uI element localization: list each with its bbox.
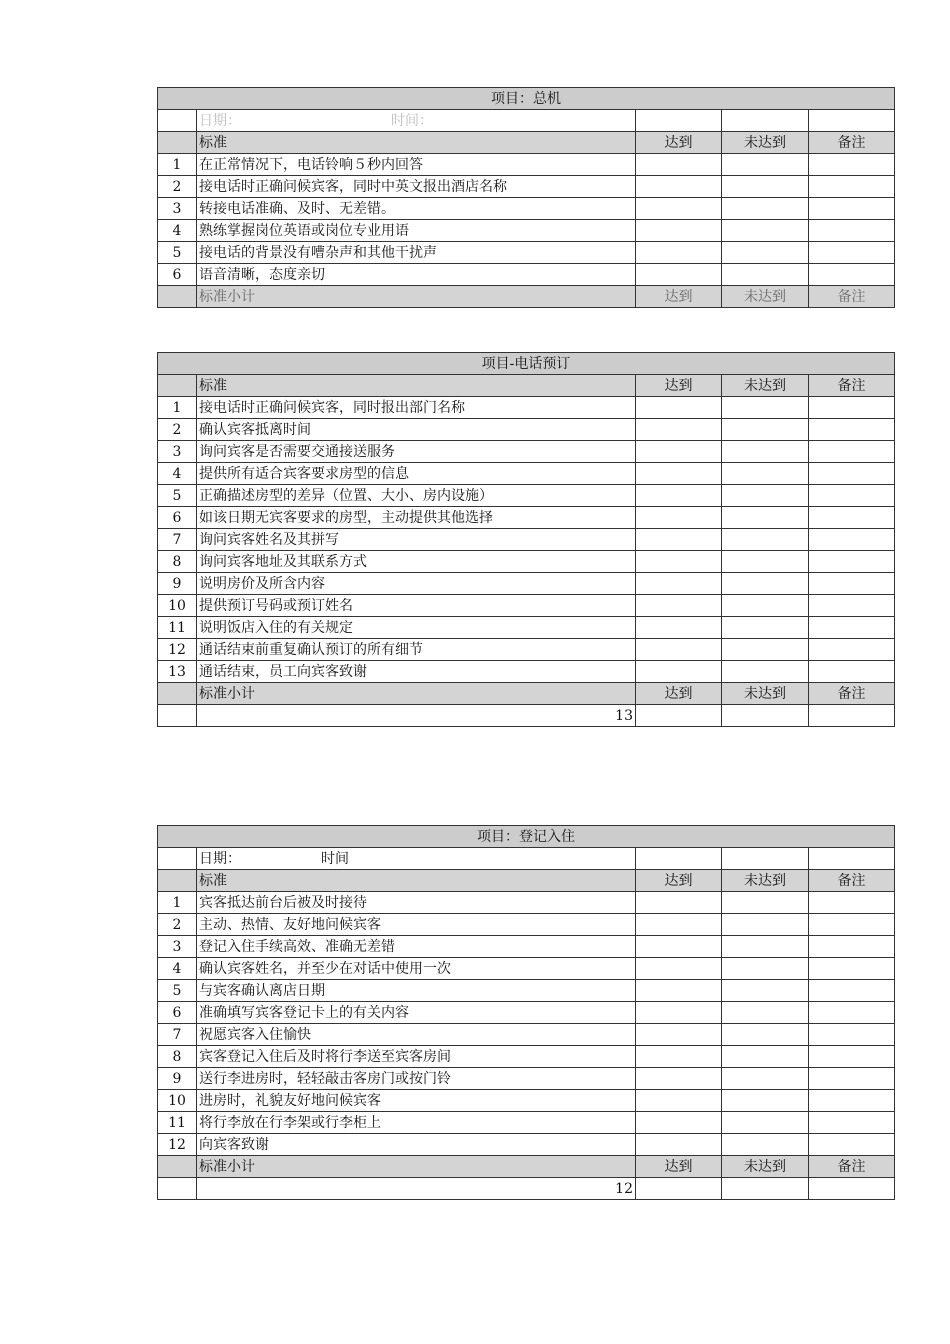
ok-cell[interactable] [636, 1134, 722, 1156]
note-cell[interactable] [809, 936, 895, 958]
item-count: 12 [197, 1178, 636, 1200]
table-row [158, 661, 895, 683]
item-number: 1 [158, 397, 197, 419]
item-text: 准确填写宾客登记卡上的有关内容 [197, 1002, 636, 1024]
note-cell[interactable] [809, 242, 895, 264]
subtotal-row [158, 1156, 895, 1178]
subtotal-ok: 达到 [636, 286, 722, 308]
subtotal-not-ok: 未达到 [722, 683, 809, 705]
ok-cell[interactable] [636, 264, 722, 286]
date-time-row [158, 848, 895, 870]
item-text: 询问宾客姓名及其拼写 [197, 529, 636, 551]
ok-cell[interactable] [636, 914, 722, 936]
header-row [158, 132, 895, 154]
item-number: 8 [158, 1046, 197, 1068]
table-row [158, 1002, 895, 1024]
ok-cell[interactable] [636, 419, 722, 441]
not-ok-cell[interactable] [722, 639, 809, 661]
table-row [158, 242, 895, 264]
not-ok-cell[interactable] [722, 1046, 809, 1068]
item-number: 8 [158, 551, 197, 573]
ok-cell[interactable] [636, 154, 722, 176]
item-number: 13 [158, 661, 197, 683]
note-cell[interactable] [809, 617, 895, 639]
note-cell[interactable] [809, 176, 895, 198]
header-not-ok: 未达到 [722, 375, 809, 397]
header-standard: 标准 [197, 132, 636, 154]
not-ok-cell[interactable] [722, 198, 809, 220]
table-row [158, 264, 895, 286]
header-note: 备注 [809, 132, 895, 154]
not-ok-cell[interactable] [722, 573, 809, 595]
item-text: 说明房价及所含内容 [197, 573, 636, 595]
header-row [158, 870, 895, 892]
item-number: 5 [158, 485, 197, 507]
note-cell[interactable] [809, 595, 895, 617]
not-ok-cell[interactable] [722, 1112, 809, 1134]
item-number: 4 [158, 220, 197, 242]
table-row [158, 419, 895, 441]
ok-cell[interactable] [636, 617, 722, 639]
note-cell[interactable] [809, 1046, 895, 1068]
ok-cell[interactable] [636, 441, 722, 463]
table-row [158, 936, 895, 958]
section-title-row [158, 826, 895, 848]
note-cell[interactable] [809, 1024, 895, 1046]
not-ok-cell[interactable] [722, 936, 809, 958]
item-text: 宾客抵达前台后被及时接待 [197, 892, 636, 914]
count-row [158, 1178, 895, 1200]
header-ok: 达到 [636, 132, 722, 154]
item-count: 13 [197, 705, 636, 727]
table-row [158, 958, 895, 980]
note-cell[interactable] [809, 1134, 895, 1156]
item-text: 接电话时正确问候宾客，同时中英文报出酒店名称 [197, 176, 636, 198]
table-row [158, 892, 895, 914]
table-row [158, 980, 895, 1002]
item-number: 11 [158, 1112, 197, 1134]
item-number: 6 [158, 1002, 197, 1024]
subtotal-note: 备注 [809, 1156, 895, 1178]
note-cell[interactable] [809, 661, 895, 683]
item-number: 4 [158, 958, 197, 980]
item-text: 进房时，礼貌友好地问候宾客 [197, 1090, 636, 1112]
item-number: 7 [158, 1024, 197, 1046]
note-cell[interactable] [809, 529, 895, 551]
not-ok-cell[interactable] [722, 463, 809, 485]
not-ok-cell[interactable] [722, 1134, 809, 1156]
subtotal-label: 标准小计 [197, 1156, 636, 1178]
item-number: 9 [158, 573, 197, 595]
not-ok-cell[interactable] [722, 485, 809, 507]
item-number: 1 [158, 154, 197, 176]
subtotal-not-ok: 未达到 [722, 1156, 809, 1178]
not-ok-cell[interactable] [722, 914, 809, 936]
item-number: 7 [158, 529, 197, 551]
note-cell[interactable] [809, 1002, 895, 1024]
note-cell[interactable] [809, 892, 895, 914]
item-text: 确认宾客抵离时间 [197, 419, 636, 441]
table-row [158, 1112, 895, 1134]
note-cell[interactable] [809, 441, 895, 463]
not-ok-cell[interactable] [722, 507, 809, 529]
ok-cell[interactable] [636, 463, 722, 485]
subtotal-label: 标准小计 [197, 683, 636, 705]
header-note: 备注 [809, 870, 895, 892]
not-ok-cell[interactable] [722, 441, 809, 463]
note-cell[interactable] [809, 485, 895, 507]
note-cell[interactable] [809, 639, 895, 661]
item-number: 11 [158, 617, 197, 639]
item-text: 将行李放在行李架或行李柜上 [197, 1112, 636, 1134]
not-ok-cell[interactable] [722, 1068, 809, 1090]
ok-cell[interactable] [636, 1068, 722, 1090]
item-text: 登记入住手续高效、准确无差错 [197, 936, 636, 958]
item-text: 正确描述房型的差异（位置、大小、房内设施） [197, 485, 636, 507]
subtotal-row [158, 683, 895, 705]
section-title-row [158, 353, 895, 375]
table-row [158, 397, 895, 419]
note-cell[interactable] [809, 397, 895, 419]
ok-cell[interactable] [636, 892, 722, 914]
ok-cell[interactable] [636, 980, 722, 1002]
item-text: 提供预订号码或预订姓名 [197, 595, 636, 617]
note-cell[interactable] [809, 507, 895, 529]
header-standard: 标准 [197, 375, 636, 397]
date-time-row [158, 110, 895, 132]
ok-cell[interactable] [636, 936, 722, 958]
item-number: 6 [158, 264, 197, 286]
ok-cell[interactable] [636, 1046, 722, 1068]
item-number: 3 [158, 936, 197, 958]
table-row [158, 1068, 895, 1090]
subtotal-ok: 达到 [636, 683, 722, 705]
table-row [158, 1090, 895, 1112]
header-ok: 达到 [636, 375, 722, 397]
date-time-cell[interactable] [197, 848, 636, 870]
section-title-row [158, 88, 895, 110]
item-text: 熟练掌握岗位英语或岗位专业用语 [197, 220, 636, 242]
note-cell[interactable] [809, 958, 895, 980]
table-row [158, 639, 895, 661]
note-cell[interactable] [809, 980, 895, 1002]
item-text: 提供所有适合宾客要求房型的信息 [197, 463, 636, 485]
table-row [158, 154, 895, 176]
table-row [158, 485, 895, 507]
not-ok-cell[interactable] [722, 980, 809, 1002]
item-number: 2 [158, 176, 197, 198]
ok-cell[interactable] [636, 485, 722, 507]
not-ok-cell[interactable] [722, 1090, 809, 1112]
date-label: 日期： [199, 112, 241, 129]
note-cell[interactable] [809, 220, 895, 242]
item-number: 10 [158, 1090, 197, 1112]
item-text: 语音清晰，态度亲切 [197, 264, 636, 286]
table-row [158, 1134, 895, 1156]
table-row [158, 529, 895, 551]
not-ok-cell[interactable] [722, 242, 809, 264]
check-in-table [157, 825, 895, 1200]
item-number: 3 [158, 441, 197, 463]
header-not-ok: 未达到 [722, 870, 809, 892]
table-row [158, 573, 895, 595]
table-row [158, 220, 895, 242]
item-text: 主动、热情、友好地问候宾客 [197, 914, 636, 936]
not-ok-cell[interactable] [722, 892, 809, 914]
item-text: 向宾客致谢 [197, 1134, 636, 1156]
note-cell[interactable] [809, 1112, 895, 1134]
item-text: 转接电话准确、及时、无差错。 [197, 198, 636, 220]
note-cell[interactable] [809, 264, 895, 286]
not-ok-cell[interactable] [722, 595, 809, 617]
table-row [158, 914, 895, 936]
ok-cell[interactable] [636, 551, 722, 573]
note-cell[interactable] [809, 154, 895, 176]
not-ok-cell[interactable] [722, 397, 809, 419]
item-number: 12 [158, 1134, 197, 1156]
ok-cell[interactable] [636, 507, 722, 529]
table-row [158, 176, 895, 198]
item-number: 4 [158, 463, 197, 485]
header-standard: 标准 [197, 870, 636, 892]
item-number: 6 [158, 507, 197, 529]
ok-cell[interactable] [636, 176, 722, 198]
not-ok-cell[interactable] [722, 661, 809, 683]
item-number: 2 [158, 419, 197, 441]
item-text: 询问宾客地址及其联系方式 [197, 551, 636, 573]
table-row [158, 198, 895, 220]
time-label: 时间 [321, 850, 349, 867]
table-row [158, 507, 895, 529]
section-title: 项目：总机 [158, 88, 895, 110]
not-ok-cell[interactable] [722, 154, 809, 176]
item-text: 送行李进房时，轻轻敲击客房门或按门铃 [197, 1068, 636, 1090]
ok-cell[interactable] [636, 397, 722, 419]
not-ok-cell[interactable] [722, 264, 809, 286]
note-cell[interactable] [809, 1090, 895, 1112]
item-number: 5 [158, 980, 197, 1002]
not-ok-cell[interactable] [722, 176, 809, 198]
item-number: 3 [158, 198, 197, 220]
ok-cell[interactable] [636, 595, 722, 617]
table-row [158, 595, 895, 617]
ok-cell[interactable] [636, 661, 722, 683]
ok-cell[interactable] [636, 220, 722, 242]
note-cell[interactable] [809, 551, 895, 573]
note-cell[interactable] [809, 419, 895, 441]
ok-cell[interactable] [636, 1002, 722, 1024]
not-ok-cell[interactable] [722, 551, 809, 573]
not-ok-cell[interactable] [722, 220, 809, 242]
ok-cell[interactable] [636, 639, 722, 661]
not-ok-cell[interactable] [722, 958, 809, 980]
header-not-ok: 未达到 [722, 132, 809, 154]
table-row [158, 1024, 895, 1046]
note-cell[interactable] [809, 463, 895, 485]
item-text: 如该日期无宾客要求的房型，主动提供其他选择 [197, 507, 636, 529]
section-title: 项目-电话预订 [158, 353, 895, 375]
item-text: 接电话的背景没有嘈杂声和其他干扰声 [197, 242, 636, 264]
item-text: 祝愿宾客入住愉快 [197, 1024, 636, 1046]
phone-reservation-table [157, 352, 895, 727]
table-row [158, 1046, 895, 1068]
note-cell[interactable] [809, 198, 895, 220]
item-number: 9 [158, 1068, 197, 1090]
item-number: 5 [158, 242, 197, 264]
header-row [158, 375, 895, 397]
item-number: 2 [158, 914, 197, 936]
table-row [158, 617, 895, 639]
item-text: 通话结束前重复确认预订的所有细节 [197, 639, 636, 661]
item-text: 与宾客确认离店日期 [197, 980, 636, 1002]
count-row [158, 705, 895, 727]
table-row [158, 441, 895, 463]
ok-cell[interactable] [636, 1112, 722, 1134]
date-time-cell[interactable] [197, 110, 636, 132]
note-cell[interactable] [809, 914, 895, 936]
item-text: 接电话时正确问候宾客，同时报出部门名称 [197, 397, 636, 419]
ok-cell[interactable] [636, 198, 722, 220]
subtotal-note: 备注 [809, 286, 895, 308]
date-label: 日期： [199, 850, 241, 867]
table-row [158, 463, 895, 485]
item-number: 10 [158, 595, 197, 617]
ok-cell[interactable] [636, 1090, 722, 1112]
subtotal-ok: 达到 [636, 1156, 722, 1178]
ok-cell[interactable] [636, 242, 722, 264]
time-label: 时间： [391, 112, 433, 129]
item-text: 确认宾客姓名，并至少在对话中使用一次 [197, 958, 636, 980]
note-cell[interactable] [809, 1068, 895, 1090]
table-row [158, 551, 895, 573]
subtotal-not-ok: 未达到 [722, 286, 809, 308]
not-ok-cell[interactable] [722, 529, 809, 551]
not-ok-cell[interactable] [722, 1024, 809, 1046]
not-ok-cell[interactable] [722, 1002, 809, 1024]
item-text: 在正常情况下，电话铃响５秒内回答 [197, 154, 636, 176]
ok-cell[interactable] [636, 529, 722, 551]
switchboard-table [157, 87, 895, 308]
not-ok-cell[interactable] [722, 617, 809, 639]
section-title: 项目：登记入住 [158, 826, 895, 848]
subtotal-label: 标准小计 [197, 286, 636, 308]
item-text: 询问宾客是否需要交通接送服务 [197, 441, 636, 463]
not-ok-cell[interactable] [722, 419, 809, 441]
header-ok: 达到 [636, 870, 722, 892]
subtotal-row [158, 286, 895, 308]
item-text: 说明饭店入住的有关规定 [197, 617, 636, 639]
note-cell[interactable] [809, 573, 895, 595]
header-note: 备注 [809, 375, 895, 397]
item-number: 1 [158, 892, 197, 914]
ok-cell[interactable] [636, 573, 722, 595]
item-text: 宾客登记入住后及时将行李送至宾客房间 [197, 1046, 636, 1068]
item-text: 通话结束，员工向宾客致谢 [197, 661, 636, 683]
item-number: 12 [158, 639, 197, 661]
subtotal-note: 备注 [809, 683, 895, 705]
ok-cell[interactable] [636, 1024, 722, 1046]
ok-cell[interactable] [636, 958, 722, 980]
